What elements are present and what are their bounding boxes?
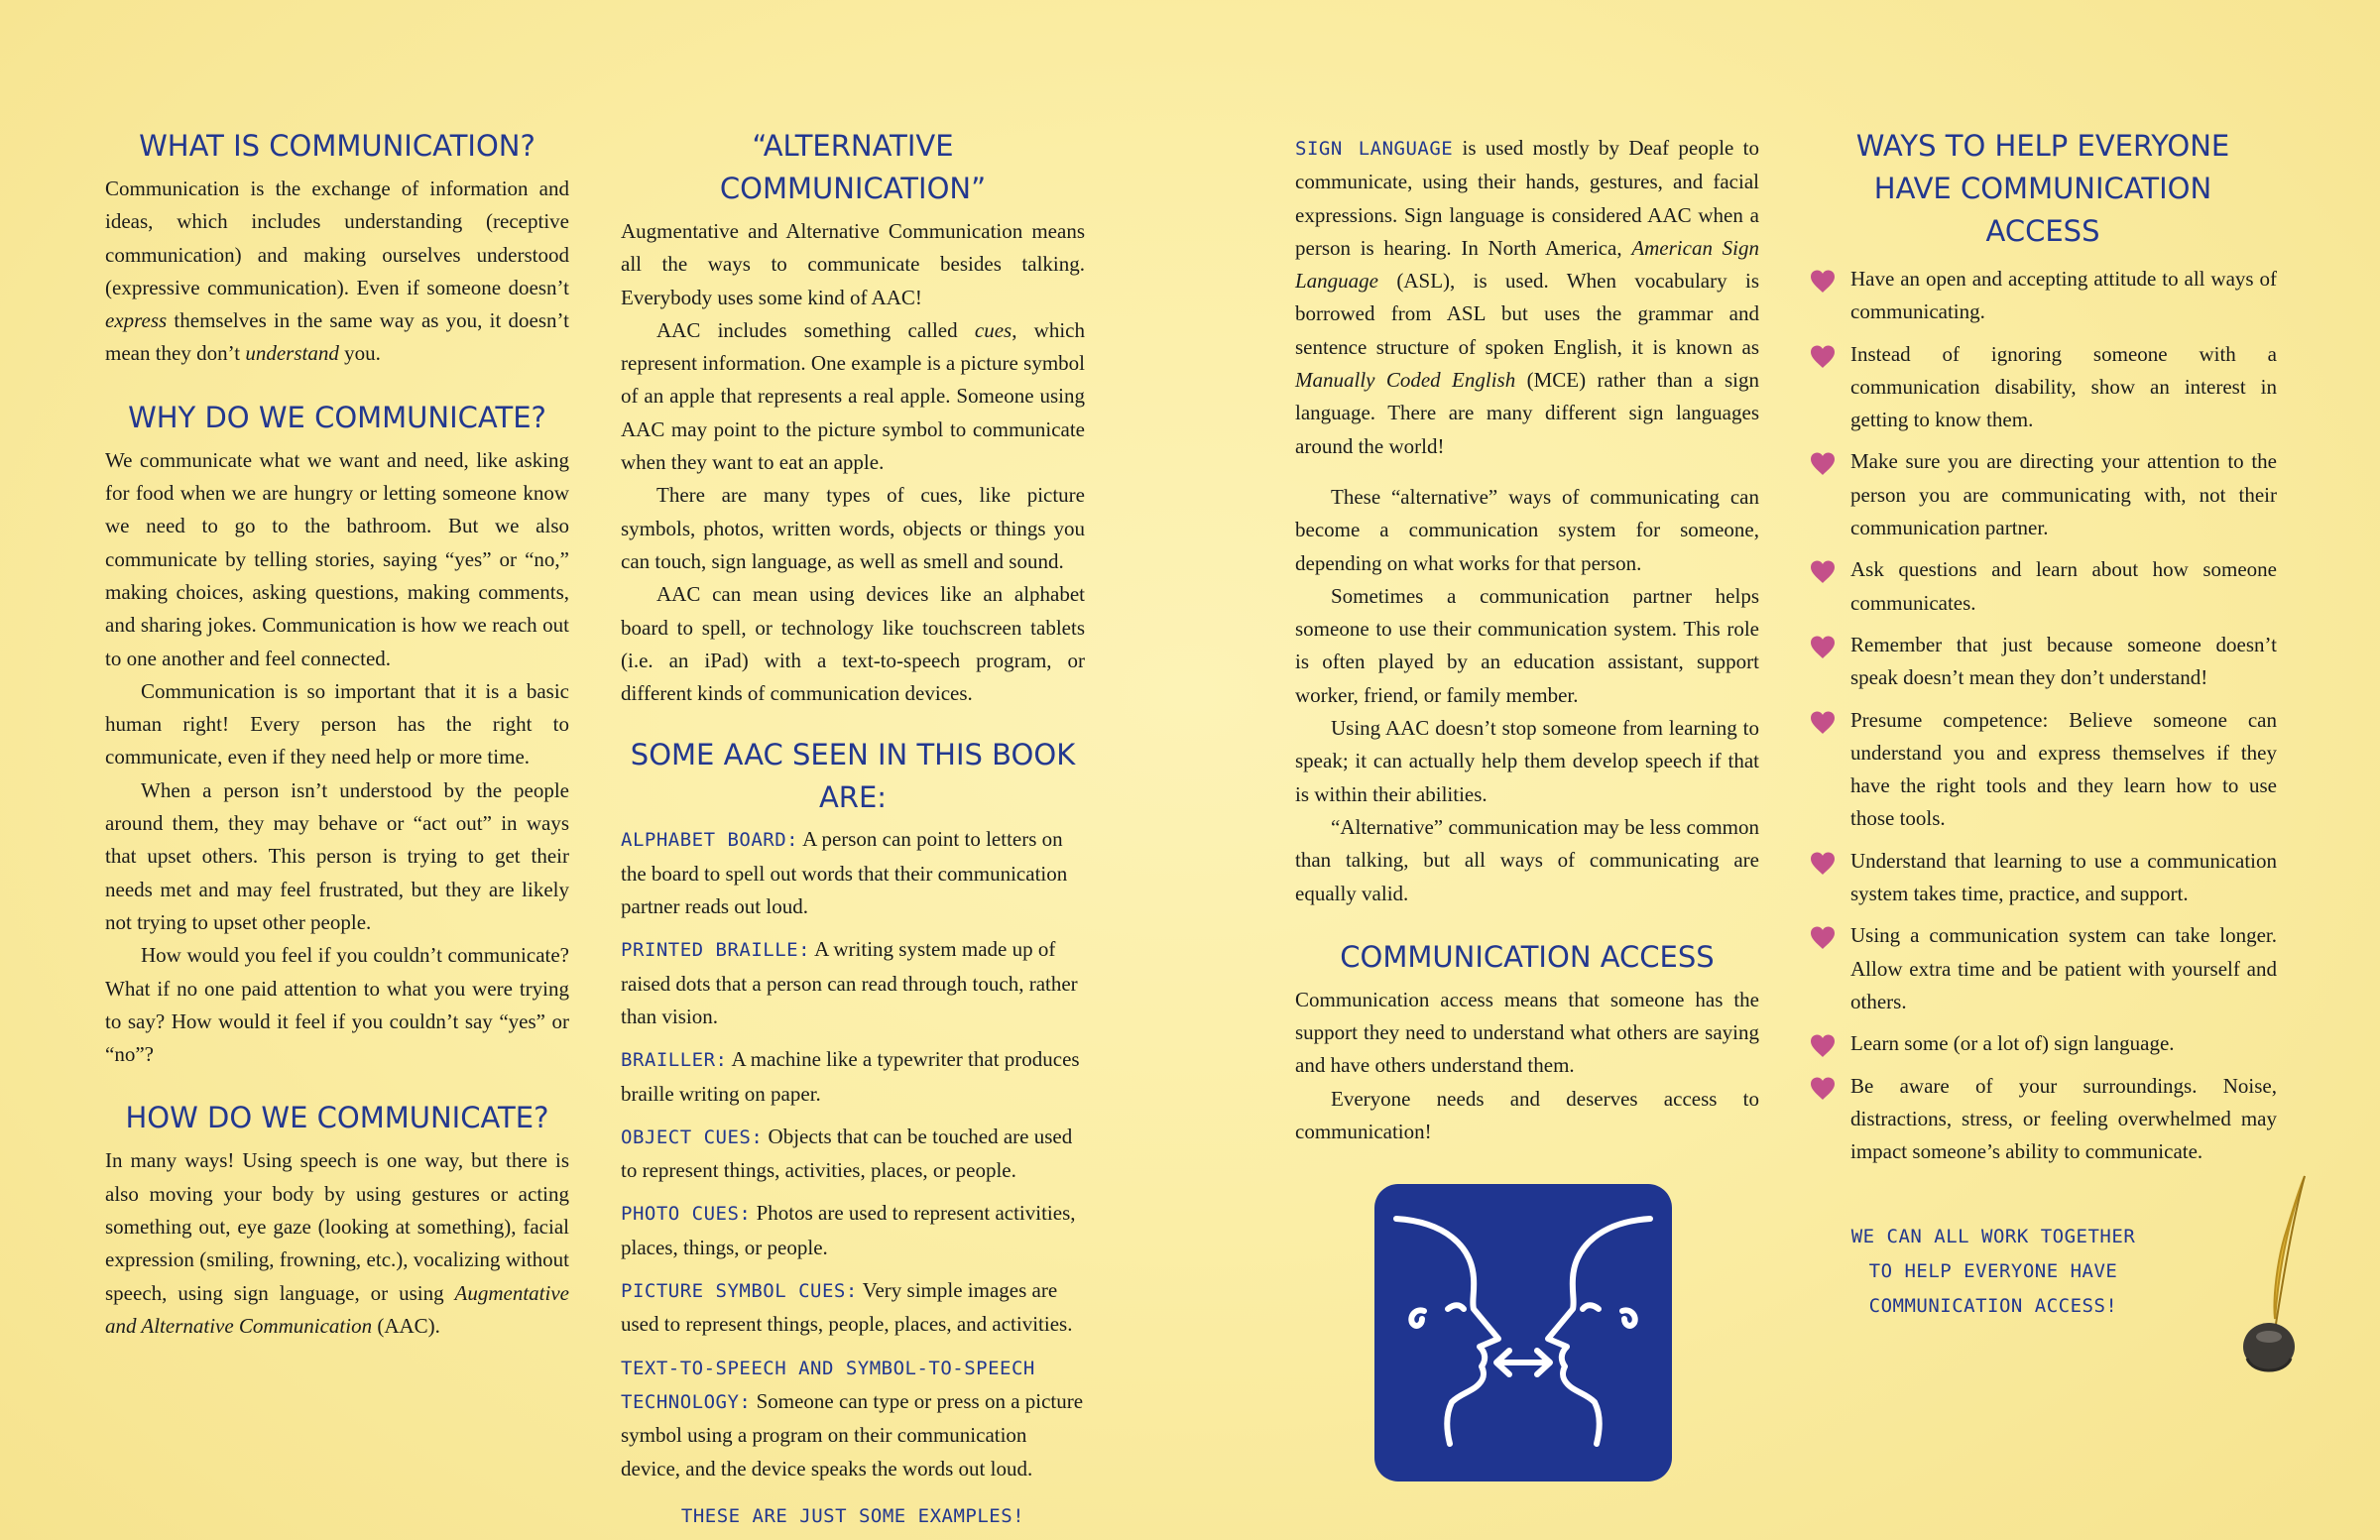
paragraph-these: These “alternative” ways of communicating can become a communication system for someone, depending on what works for that person. — [1295, 484, 1759, 575]
tip-text: Instead of ignoring someone with a communication disability, show an interest in getting to know them. — [1850, 341, 2277, 432]
paragraph-sign-language — [1295, 132, 1759, 463]
heart-icon — [1809, 344, 1837, 370]
aac-item — [621, 1043, 1085, 1111]
heart-icon — [1809, 710, 1837, 736]
tip-item — [1809, 263, 2277, 329]
tip-text: Be aware of your surroundings. Noise, distractions, stress, or feeling overwhelmed may impact someone’s ability to communicate. — [1850, 1073, 2277, 1164]
paragraph-alt-3: There are many types of cues, like picture symbols, photos, written words, objects or things you can touch, sign language, as well as smell and sound. — [621, 483, 1085, 573]
heading-communication-access: COMMUNICATION ACCESS — [1340, 939, 1715, 974]
closing-line: TO HELP EVERYONE HAVE — [1868, 1260, 2118, 1283]
tip-text: Learn some (or a lot of) sign language. — [1850, 1031, 2175, 1056]
aac-item — [621, 1197, 1085, 1264]
column-3 — [1295, 0, 1759, 1481]
heart-icon — [1809, 559, 1837, 585]
tip-text: Using a communication system can take longer. Allow extra time and be patient with yourself and others. — [1850, 923, 2277, 1013]
tip-text: Ask questions and learn about how someone communicates. — [1850, 557, 2277, 615]
paragraph-why-3: When a person isn’t understood by the people around them, they may behave or “act out” in ways that upset others. This person is trying to get their needs met and may feel frustrated, but they are likely not trying to upset other people. — [105, 777, 569, 934]
heading-what-is-communication: WHAT IS COMMUNICATION? — [139, 129, 536, 163]
sign-language-term: SIGN LANGUAGE — [1295, 138, 1454, 160]
text: In many ways! Using speech is one way, but there is also moving your body by using gestures or acting something out, eye gaze (looking at something), facial expression (smiling, frowning, etc.), vocalizing without speech, using sign language, or using — [105, 1148, 569, 1305]
heading-how-communicate: HOW DO WE COMMUNICATE? — [125, 1101, 549, 1135]
aac-term: BRAILLER: — [621, 1049, 728, 1072]
paragraph-why-2: Communication is so important that it is a basic human right! Every person has the right to communicate, even if they need help or more time. — [105, 678, 569, 770]
aac-term: TEXT-TO-SPEECH AND SYMBOL-TO-SPEECH TECHNOLOGY: — [621, 1357, 1035, 1413]
tip-item — [1809, 704, 2277, 836]
heading-some-aac: SOME AAC SEEN IN THIS BOOK ARE: — [630, 738, 1076, 815]
emphasis: American Sign Language — [1295, 235, 1759, 294]
aac-term: PRINTED BRAILLE: — [621, 939, 811, 962]
paragraph-using: Using AAC doesn’t stop someone from learning to speak; it can actually help them develop speech if that is within their abilities. — [1295, 716, 1759, 806]
column-2 — [621, 0, 1085, 1534]
tip-item — [1809, 919, 2277, 1018]
heart-icon — [1809, 1033, 1837, 1059]
text: is used mostly by Deaf people to communicate, using their hands, gestures, and facial expressions. Sign language is considered AAC when a person is hearing. In North America, — [1295, 136, 1759, 260]
tip-item — [1809, 1027, 2277, 1060]
heading-why-communicate: WHY DO WE COMMUNICATE? — [128, 400, 546, 434]
column-1 — [105, 0, 569, 1343]
aac-item — [621, 933, 1085, 1033]
aac-term: PICTURE SYMBOL CUES: — [621, 1280, 858, 1303]
paragraph-why-1: We communicate what we want and need, like asking for food when we are hungry or letting someone know we need to go to the bathroom. But we also communicate by telling stories, saying “yes” or “no,” making choices, asking questions, making comments, and sharing jokes. Communication is how we reach out to one another and feel connected. — [105, 447, 569, 670]
aac-term: OBJECT CUES: — [621, 1125, 764, 1148]
paragraph-alt-1: Augmentative and Alternative Communication means all the ways to communicate besides talking. Everybody uses some kind of AAC! — [621, 219, 1085, 309]
aac-item — [621, 1121, 1085, 1188]
heart-icon — [1809, 1076, 1837, 1102]
text: AAC includes something called — [656, 317, 975, 342]
aac-desc: A writing system made up of raised dots that a person can read through touch, rather than vision. — [621, 937, 1078, 1028]
tip-item — [1809, 845, 2277, 911]
aac-item — [621, 823, 1085, 923]
paragraph-valid: “Alternative” communication may be less common than talking, but all ways of communicating are equally valid. — [1295, 814, 1759, 905]
paragraph-partner: Sometimes a communication partner helps someone to use their communication system. This role is often played by an education assistant, support worker, friend, or family member. — [1295, 583, 1759, 707]
tip-item — [1809, 629, 2277, 695]
aac-desc: A person can point to letters on the board to spell out words that their communication partner reads out loud. — [621, 827, 1068, 919]
heading-alternative-communication: “ALTERNATIVE COMMUNICATION” — [719, 129, 987, 205]
text: themselves in the same way as you, it doesn’t mean they don’t — [105, 308, 569, 366]
closing-line: WE CAN ALL WORK TOGETHER — [1850, 1226, 2136, 1248]
aac-item — [621, 1274, 1085, 1342]
communication-access-icon — [1374, 1184, 1672, 1481]
text: (MCE) rather than a sign language. There are many different sign languages around the world! — [1295, 368, 1759, 458]
paragraph-alt-2 — [621, 314, 1085, 479]
tip-text: Understand that learning to use a communication system takes time, practice, and support. — [1850, 848, 2277, 906]
paragraph-how — [105, 1144, 569, 1343]
aac-item — [621, 1352, 1085, 1485]
text: Communication is the exchange of information and ideas, which includes understanding (receptive communication) and making ourselves understood (expressive communication). Even if someone doesn’t — [105, 177, 569, 299]
heart-icon — [1809, 269, 1837, 295]
heart-icon — [1809, 851, 1837, 877]
closing-line: COMMUNICATION ACCESS! — [1868, 1295, 2118, 1318]
aac-list — [621, 823, 1085, 1484]
aac-term: PHOTO CUES: — [621, 1203, 752, 1226]
aac-desc: Objects that can be touched are used to represent things, activities, places, or people. — [621, 1124, 1073, 1183]
tip-text: Make sure you are directing your attention to the person you are communicating with, not their communication partner. — [1850, 449, 2277, 540]
tip-item — [1809, 553, 2277, 620]
tip-text: Remember that just because someone doesn’t speak doesn’t mean they don’t understand! — [1850, 632, 2277, 690]
tip-item — [1809, 338, 2277, 437]
tip-text: Have an open and accepting attitude to all ways of communicating. — [1850, 267, 2277, 324]
text: you. — [338, 341, 381, 366]
tip-item — [1809, 445, 2277, 544]
tip-text: Presume competence: Believe someone can understand you and express themselves if they have the right tools and they learn how to use those tools. — [1850, 707, 2277, 831]
emphasis: Augmentative and Alternative Communication — [105, 1280, 569, 1338]
text: (ASL), is used. When vocabulary is borrowed from ASL but uses the grammar and sentence structure of spoken English, it is known as — [1295, 269, 1759, 359]
heart-icon — [1809, 635, 1837, 660]
aac-desc: Photos are used to represent activities, places, things, or people. — [621, 1201, 1076, 1259]
closing-message — [1809, 1220, 2178, 1324]
heading-ways-to-help: WAYS TO HELP EVERYONE HAVE COMMUNICATION ACCESS — [1855, 129, 2230, 248]
aac-desc: Very simple images are used to represent things, people, places, and activities. — [621, 1278, 1073, 1337]
paragraph-why-4: How would you feel if you couldn’t communicate? What if no one paid attention to what you were trying to say? How would it feel if you couldn’t say “yes” or “no”? — [105, 943, 569, 1067]
tips-list — [1809, 263, 2277, 1168]
emphasis: Manually Coded English — [1295, 368, 1516, 393]
heart-icon — [1809, 451, 1837, 477]
paragraph-what-is-communication — [105, 173, 569, 371]
aac-term: ALPHABET BOARD: — [621, 829, 799, 852]
quill-pen-illustration — [2229, 1170, 2319, 1378]
aac-desc: A machine like a typewriter that produces braille writing on paper. — [621, 1047, 1080, 1106]
heart-icon — [1809, 925, 1837, 951]
emphasis: understand — [245, 341, 339, 366]
paragraph-access-1: Communication access means that someone has the support they need to understand what others are saying and have others understand them. — [1295, 987, 1759, 1078]
emphasis: express — [105, 308, 168, 333]
tip-item — [1809, 1070, 2277, 1169]
emphasis: cues — [974, 317, 1012, 342]
aac-desc: Someone can type or press on a picture symbol using a program on their communication device, and the device speaks the words out loud. — [621, 1388, 1084, 1481]
examples-note: THESE ARE JUST SOME EXAMPLES! — [680, 1504, 1025, 1527]
text: , which represent information. One example is a picture symbol of an apple that represents a real apple. Someone using AAC may point to the picture symbol to communicate when they want to eat an apple. — [621, 317, 1086, 475]
text: (AAC). — [372, 1313, 440, 1338]
paragraph-alt-4: AAC can mean using devices like an alphabet board to spell, or technology like touchscreen tablets (i.e. an iPad) with a text-to-speech program, or different kinds of communication devices. — [621, 582, 1085, 706]
paragraph-access-2: Everyone needs and deserves access to communication! — [1295, 1086, 1759, 1144]
column-4 — [1809, 0, 2277, 1324]
